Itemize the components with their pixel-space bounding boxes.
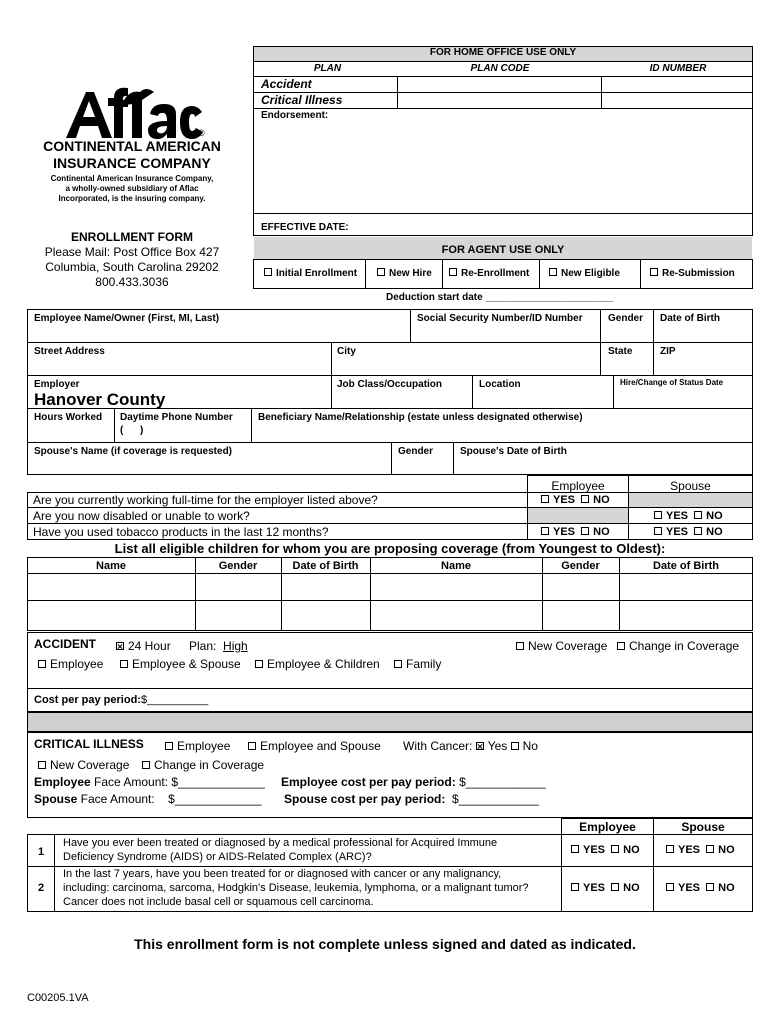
health-q2-line-1: In the last 7 years, have you been treated for or diagnosed with cancer or any malignancy,: [63, 868, 502, 880]
zip-field[interactable]: ZIP: [660, 346, 676, 357]
employee-col-header: Employee: [551, 479, 605, 493]
critical-title: CRITICAL ILLNESS: [34, 737, 144, 751]
critical-opt-employee[interactable]: Employee: [165, 739, 230, 753]
health-q2-line-2: including: carcinoma, sarcoma, Hodgkin's Disease, leukemia, lymphoma, or a malignant tumor?: [63, 882, 529, 894]
state-field[interactable]: State: [608, 346, 633, 357]
opt-new-hire[interactable]: New Hire: [377, 268, 432, 279]
child-row-1[interactable]: [28, 574, 752, 600]
child-gender-header-1: Gender: [218, 560, 258, 572]
accident-plan-field[interactable]: Accident: [261, 77, 312, 91]
home-office-box: [253, 46, 753, 236]
checkbox-icon: [255, 660, 263, 668]
checkbox-icon: [571, 845, 579, 853]
accident-cost-field[interactable]: Cost per pay period:$__________: [34, 694, 209, 706]
checkbox-icon: [549, 268, 557, 276]
checkbox-icon: [706, 883, 714, 891]
critical-plan-field[interactable]: Critical Illness: [261, 93, 343, 107]
q2-spouse-yes-no[interactable]: YES NO: [654, 510, 723, 522]
endorsement-field[interactable]: Endorsement:: [261, 110, 329, 121]
critical-new-coverage[interactable]: New Coverage: [38, 758, 129, 772]
city-line: Columbia, South Carolina 29202: [45, 260, 219, 274]
accident-opt-employee-spouse[interactable]: Employee & Spouse: [120, 657, 241, 671]
question-full-time: Are you currently working full-time for the employer listed above?: [33, 493, 378, 507]
phone-line: 800.433.3036: [95, 275, 169, 289]
hire-date-field[interactable]: Hire/Change of Status Date: [620, 378, 724, 387]
opt-re-submission[interactable]: Re-Submission: [650, 268, 735, 279]
company-name-2: INSURANCE COMPANY: [53, 155, 211, 171]
form-code: C00205.1VA: [27, 992, 89, 1004]
aflac-duck-icon: [64, 84, 214, 144]
checkbox-icon: [654, 511, 662, 519]
accident-opt-employee-children[interactable]: Employee & Children: [255, 657, 380, 671]
health-employee-header: Employee: [579, 820, 636, 834]
health-q1-line-1: Have you ever been treated or diagnosed by a medical professional for Acquired Immune: [63, 837, 498, 849]
critical-opt-employee-spouse[interactable]: Employee and Spouse: [248, 739, 381, 753]
home-office-title: FOR HOME OFFICE USE ONLY: [429, 47, 577, 58]
aflac-logo: [64, 84, 214, 146]
health-q1-employee-yes-no[interactable]: YES NO: [571, 844, 640, 856]
completion-notice: This enrollment form is not complete unless signed and dated as indicated.: [134, 936, 636, 952]
gender-field[interactable]: Gender: [608, 313, 644, 324]
health-q2-employee-yes-no[interactable]: YES NO: [571, 882, 640, 894]
registered-mark: ®: [198, 128, 205, 138]
shaded-cell: [629, 493, 752, 507]
employee-face-amount[interactable]: Employee Face Amount: $_____________: [34, 775, 265, 789]
id-number-label: ID NUMBER: [649, 63, 707, 74]
checkbox-icon: [666, 845, 674, 853]
checkbox-icon: [706, 845, 714, 853]
accident-title: ACCIDENT: [34, 637, 96, 651]
accident-plan[interactable]: Plan: High: [189, 639, 248, 653]
spouse-name-field[interactable]: Spouse's Name (if coverage is requested): [34, 446, 233, 457]
shaded-cell: [528, 508, 628, 523]
checkbox-icon: [264, 268, 272, 276]
health-q2-line-3: Cancer does not include basal cell or squamous cell carcinoma.: [63, 896, 374, 908]
child-name-header-1: Name: [96, 560, 126, 572]
opt-initial-enrollment[interactable]: Initial Enrollment: [264, 268, 357, 279]
question-tobacco: Have you used tobacco products in the last 12 months?: [33, 525, 329, 539]
checkbox-icon: [694, 527, 702, 535]
health-spouse-header: Spouse: [681, 820, 725, 834]
employer-field[interactable]: Hanover County: [34, 390, 166, 409]
accident-24-hour[interactable]: 24 Hour: [116, 639, 171, 653]
daytime-phone-label: Daytime Phone Number: [120, 412, 233, 423]
location-field[interactable]: Location: [479, 379, 521, 390]
accident-opt-family[interactable]: Family: [394, 657, 441, 671]
dob-field[interactable]: Date of Birth: [660, 313, 720, 324]
checkbox-icon: [650, 268, 658, 276]
spouse-col-header: Spouse: [670, 479, 711, 493]
company-sub-3: Incorporated, is the insuring company.: [58, 194, 206, 203]
checkbox-icon: [516, 642, 524, 650]
employer-label: Employer: [34, 379, 80, 390]
health-q1-line-2: Deficiency Syndrome (AIDS) or AIDS-Related Complex (ARC)?: [63, 851, 372, 863]
deduction-start-date[interactable]: Deduction start date _______________________: [386, 292, 614, 303]
mail-line: Please Mail: Post Office Box 427: [44, 245, 220, 259]
q3-spouse-yes-no[interactable]: YES NO: [654, 526, 723, 538]
child-dob-header-1: Date of Birth: [292, 560, 359, 572]
checkbox-icon: [165, 742, 173, 750]
checkbox-icon: [581, 495, 589, 503]
spouse-face-amount[interactable]: Spouse Face Amount: $_____________: [34, 792, 262, 806]
company-name-1: CONTINENTAL AMERICAN: [43, 138, 221, 154]
hours-worked-field[interactable]: Hours Worked: [34, 412, 103, 423]
checkbox-icon: [511, 742, 519, 750]
critical-with-cancer[interactable]: With Cancer: Yes No: [403, 739, 538, 753]
daytime-phone-field[interactable]: ( ): [120, 425, 144, 436]
q1-employee-yes-no[interactable]: YES NO: [541, 494, 610, 506]
critical-change-coverage[interactable]: Change in Coverage: [142, 758, 264, 772]
checkbox-icon: [248, 742, 256, 750]
logo-text: [64, 84, 66, 85]
checkbox-icon: [377, 268, 385, 276]
child-row-2[interactable]: [28, 601, 752, 630]
city-field[interactable]: City: [337, 346, 356, 357]
checked-box-icon: [116, 642, 124, 650]
health-q2-number: 2: [37, 882, 45, 894]
form-title: ENROLLMENT FORM: [71, 230, 193, 244]
street-address-field[interactable]: Street Address: [34, 346, 105, 357]
children-title: List all eligible children for whom you are proposing coverage (from Youngest to Oldest):: [114, 541, 666, 556]
checkbox-icon: [611, 883, 619, 891]
company-sub-2: a wholly-owned subsidiary of Aflac: [65, 184, 199, 193]
spouse-gender-field[interactable]: Gender: [398, 446, 434, 457]
checkbox-icon: [142, 761, 150, 769]
child-gender-header-2: Gender: [561, 560, 600, 572]
checkbox-icon: [38, 660, 46, 668]
accident-change-coverage[interactable]: Change in Coverage: [617, 639, 739, 653]
ssn-field[interactable]: Social Security Number/ID Number: [417, 313, 583, 324]
checkbox-icon: [120, 660, 128, 668]
opt-re-enrollment[interactable]: Re-Enrollment: [449, 268, 529, 279]
effective-date-field[interactable]: EFFECTIVE DATE:: [261, 222, 349, 233]
spouse-cost-field[interactable]: Spouse cost per pay period: $____________: [284, 792, 539, 806]
accident-new-coverage[interactable]: New Coverage: [516, 639, 607, 653]
company-sub-1: Continental American Insurance Company,: [50, 174, 214, 183]
checkbox-icon: [541, 527, 549, 535]
plan-label: PLAN: [313, 63, 342, 74]
employee-cost-field[interactable]: Employee cost per pay period: $____________: [281, 775, 546, 789]
checkbox-icon: [581, 527, 589, 535]
checkbox-icon: [611, 845, 619, 853]
employee-name-field[interactable]: Employee Name/Owner (First, MI, Last): [34, 313, 220, 324]
checkbox-icon: [571, 883, 579, 891]
agent-title: FOR AGENT USE ONLY: [441, 244, 565, 256]
plan-code-label: PLAN CODE: [470, 63, 530, 74]
health-q1-number: 1: [37, 846, 45, 858]
checkbox-icon: [694, 511, 702, 519]
spouse-dob-field[interactable]: Spouse's Date of Birth: [460, 446, 567, 457]
checkbox-icon: [541, 495, 549, 503]
checkbox-icon: [38, 761, 46, 769]
checked-box-icon: [476, 742, 484, 750]
child-name-header-2: Name: [441, 560, 471, 572]
q3-employee-yes-no[interactable]: YES NO: [541, 526, 610, 538]
checkbox-icon: [654, 527, 662, 535]
question-disabled: Are you now disabled or unable to work?: [33, 509, 250, 523]
checkbox-icon: [394, 660, 402, 668]
opt-new-eligible[interactable]: New Eligible: [549, 268, 620, 279]
health-q1-spouse-yes-no[interactable]: YES NO: [666, 844, 735, 856]
child-dob-header-2: Date of Birth: [653, 560, 719, 572]
health-q2-spouse-yes-no[interactable]: YES NO: [666, 882, 735, 894]
job-class-field[interactable]: Job Class/Occupation: [337, 379, 443, 390]
checkbox-icon: [449, 268, 457, 276]
accident-opt-employee[interactable]: Employee: [38, 657, 103, 671]
checkbox-icon: [617, 642, 625, 650]
beneficiary-field[interactable]: Beneficiary Name/Relationship (estate unless designated otherwise): [258, 412, 583, 423]
checkbox-icon: [666, 883, 674, 891]
